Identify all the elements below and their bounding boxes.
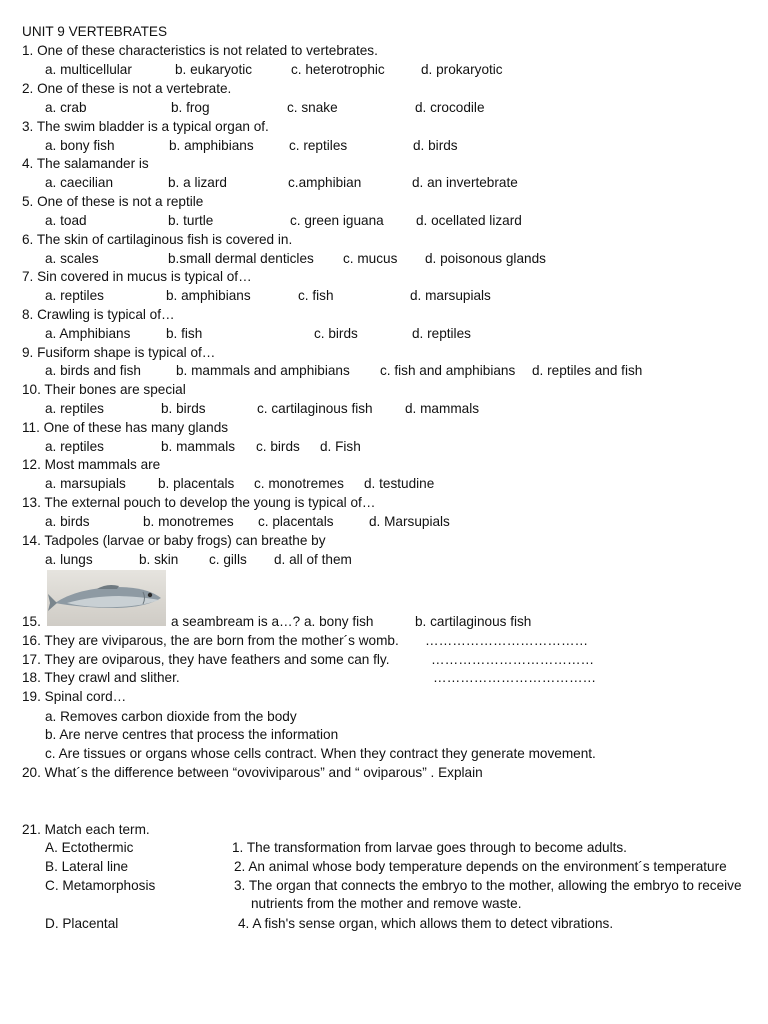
match-term: A. Ectothermic	[45, 840, 134, 855]
option: d. ocellated lizard	[416, 213, 522, 228]
option: c. gills	[209, 552, 247, 567]
option: b. fish	[166, 326, 203, 341]
option: c. birds	[256, 439, 300, 454]
option: b. placentals	[158, 476, 235, 491]
match-definition: 4. A fish's sense organ, which allows them to detect vibrations.	[238, 916, 614, 931]
question-text: 20. What´s the difference between “ovoviviparous” and “ oviparous” . Explain	[22, 765, 483, 780]
match-definition: 1. The transformation from larvae goes through to become adults.	[232, 840, 627, 855]
option: b. amphibians	[169, 138, 254, 153]
option: d. reptiles and fish	[532, 363, 643, 378]
option: a. crab	[45, 100, 87, 115]
option: d. an invertebrate	[412, 175, 518, 190]
option: a. reptiles	[45, 288, 104, 303]
question-text: 13. The external pouch to develop the young is typical of…	[22, 495, 376, 510]
question-number: 15.	[22, 614, 41, 629]
page-title: UNIT 9 VERTEBRATES	[22, 24, 168, 39]
option: d. reptiles	[412, 326, 471, 341]
option: b. mammals	[161, 439, 236, 454]
answer-blank: ………………………………	[433, 670, 597, 685]
question-text: 11. One of these has many glands	[22, 420, 229, 435]
option: d. birds	[413, 138, 458, 153]
option: d. testudine	[364, 476, 435, 491]
option: d. prokaryotic	[421, 62, 503, 77]
option: b. birds	[161, 401, 206, 416]
question-text: 17. They are oviparous, they have feathers and some can fly.	[22, 652, 390, 667]
option: b.small dermal denticles	[168, 251, 314, 266]
option: a. toad	[45, 213, 87, 228]
option: c.amphibian	[288, 175, 362, 190]
option: a. reptiles	[45, 401, 104, 416]
option: c. fish	[298, 288, 334, 303]
option: a. bony fish	[45, 138, 115, 153]
option: d. marsupials	[410, 288, 491, 303]
answer-blank: ………………………………	[431, 652, 595, 667]
fish-icon	[47, 570, 166, 626]
question-text: 9. Fusiform shape is typical of…	[22, 345, 216, 360]
answer-blank: ………………………………	[425, 633, 589, 648]
option: a. Amphibians	[45, 326, 131, 341]
option: b. monotremes	[143, 514, 234, 529]
question-text: 8. Crawling is typical of…	[22, 307, 175, 322]
question-text: 1. One of these characteristics is not related to vertebrates.	[22, 43, 378, 58]
option: a. Removes carbon dioxide from the body	[45, 709, 297, 724]
question-text: 6. The skin of cartilaginous fish is covered in.	[22, 232, 293, 247]
match-term: C. Metamorphosis	[45, 878, 156, 893]
option: b. turtle	[168, 213, 214, 228]
option: c. cartilaginous fish	[257, 401, 373, 416]
option: a. birds	[45, 514, 90, 529]
option: c. mucus	[343, 251, 398, 266]
option: a. scales	[45, 251, 99, 266]
question-text: 2. One of these is not a vertebrate.	[22, 81, 232, 96]
option: d. Fish	[320, 439, 361, 454]
match-term: B. Lateral line	[45, 859, 129, 874]
option: c. reptiles	[289, 138, 348, 153]
question-text: 21. Match each term.	[22, 822, 150, 837]
question-text: 3. The swim bladder is a typical organ of.	[22, 119, 269, 134]
option: b. cartilaginous fish	[415, 614, 532, 629]
option: c. monotremes	[254, 476, 344, 491]
option: b. eukaryotic	[175, 62, 253, 77]
option: a. caecilian	[45, 175, 114, 190]
seabream-photo	[47, 570, 166, 626]
question-text: 19. Spinal cord…	[22, 689, 127, 704]
option: c. Are tissues or organs whose cells contract. When they contract they generate movement.	[45, 746, 596, 761]
match-definition-continued: nutrients from the mother and remove waste.	[251, 896, 522, 911]
question-text: a seambream is a…? a. bony fish	[171, 614, 374, 629]
option: d. all of them	[274, 552, 352, 567]
question-text: 16. They are viviparous, the are born from the mother´s womb.	[22, 633, 399, 648]
option: a. multicellular	[45, 62, 132, 77]
option: a. birds and fish	[45, 363, 141, 378]
question-text: 12. Most mammals are	[22, 457, 161, 472]
option: b. skin	[139, 552, 179, 567]
option: c. snake	[287, 100, 338, 115]
option: c. birds	[314, 326, 358, 341]
option: d. Marsupials	[369, 514, 450, 529]
option: b. amphibians	[166, 288, 251, 303]
question-text: 14. Tadpoles (larvae or baby frogs) can breathe by	[22, 533, 326, 548]
option: c. fish and amphibians	[380, 363, 516, 378]
option: c. placentals	[258, 514, 334, 529]
option: b. mammals and amphibians	[176, 363, 350, 378]
question-text: 18. They crawl and slither.	[22, 670, 180, 685]
option: a. marsupials	[45, 476, 126, 491]
option: c. heterotrophic	[291, 62, 385, 77]
match-term: D. Placental	[45, 916, 119, 931]
question-text: 4. The salamander is	[22, 156, 149, 171]
option: d. mammals	[405, 401, 480, 416]
option: b. frog	[171, 100, 210, 115]
question-text: 7. Sin covered in mucus is typical of…	[22, 269, 252, 284]
match-definition: 3. The organ that connects the embryo to the mother, allowing the embryo to receive	[234, 878, 742, 893]
option: d. crocodile	[415, 100, 485, 115]
option: a. reptiles	[45, 439, 104, 454]
match-definition: 2. An animal whose body temperature depends on the environment´s temperature	[234, 859, 727, 874]
option: b. Are nerve centres that process the information	[45, 727, 339, 742]
option: a. lungs	[45, 552, 93, 567]
option: b. a lizard	[168, 175, 227, 190]
option: d. poisonous glands	[425, 251, 546, 266]
question-text: 10. Their bones are special	[22, 382, 186, 397]
question-text: 5. One of these is not a reptile	[22, 194, 204, 209]
option: c. green iguana	[290, 213, 384, 228]
